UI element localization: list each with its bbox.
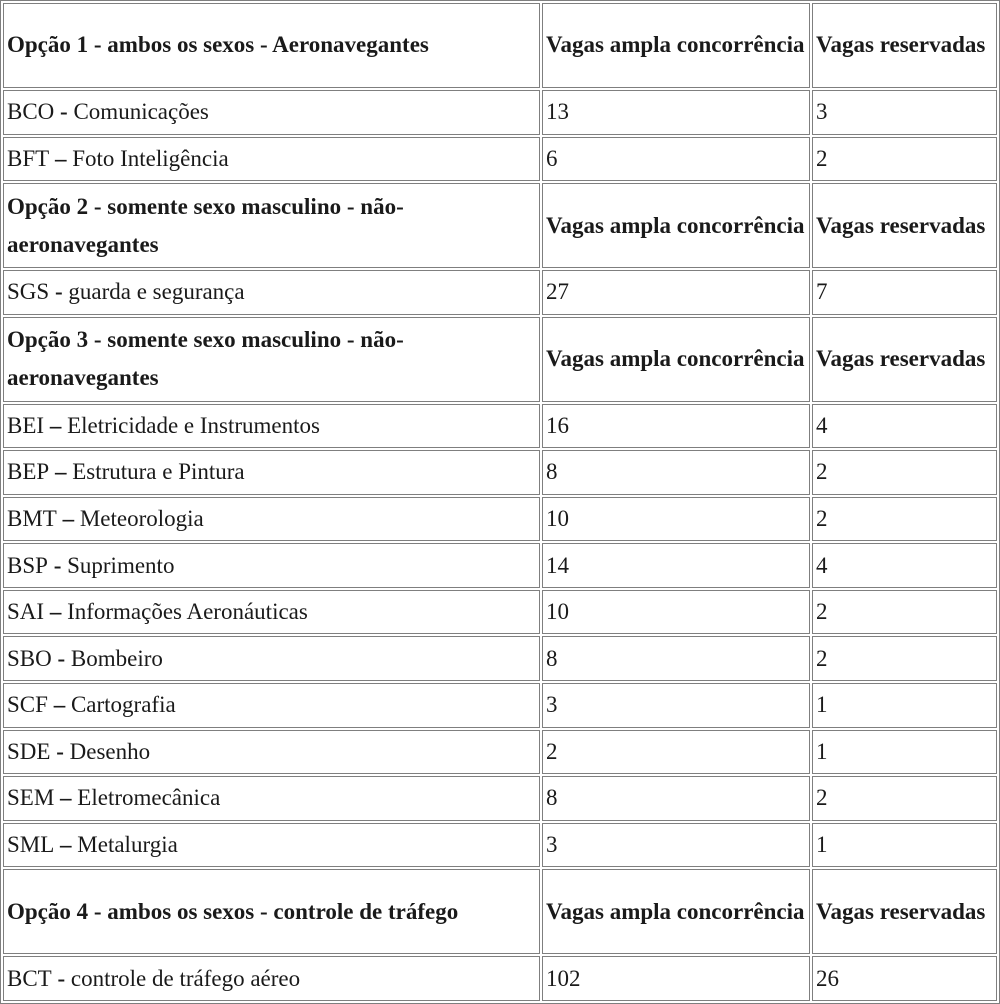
- option-header-row: [3, 869, 997, 954]
- specialty-code: SML: [7, 831, 55, 857]
- vagas-ampla-value: 2: [542, 730, 810, 775]
- column-header-reservadas: Vagas reservadas: [812, 317, 997, 402]
- specialty-code: SCF: [7, 692, 48, 718]
- vagas-ampla-value: 10: [542, 590, 810, 635]
- table-row: [3, 90, 997, 135]
- option-title: Opção 4 - ambos os sexos - controle de tráfego: [3, 869, 540, 954]
- specialty-separator: –: [49, 459, 73, 485]
- specialty-name: Suprimento: [67, 552, 175, 578]
- specialty-cell: [3, 270, 540, 315]
- specialty-cell: [3, 543, 540, 588]
- specialty-cell: [3, 497, 540, 542]
- vagas-reservadas-value: 2: [812, 776, 997, 821]
- table-row: [3, 956, 997, 1001]
- specialty-name: Comunicações: [73, 99, 209, 125]
- table-row: [3, 497, 997, 542]
- vagas-reservadas-value: 1: [812, 730, 997, 775]
- specialty-cell: [3, 776, 540, 821]
- column-header-ampla: Vagas ampla concorrência: [542, 183, 810, 268]
- table-row: [3, 270, 997, 315]
- specialty-separator: -: [51, 645, 71, 671]
- specialty-separator: -: [54, 99, 74, 125]
- table-row: [3, 683, 997, 728]
- option-title: Opção 2 - somente sexo masculino - não-aeronavegantes: [3, 183, 540, 268]
- specialty-separator: -: [49, 279, 69, 305]
- specialty-separator: –: [47, 692, 71, 718]
- specialty-code: BFT: [7, 145, 50, 171]
- vagas-reservadas-value: 4: [812, 404, 997, 449]
- specialty-name: controle de tráfego aéreo: [70, 965, 301, 991]
- vagas-ampla-value: 8: [542, 776, 810, 821]
- specialty-cell: [3, 683, 540, 728]
- specialty-separator: –: [56, 505, 80, 531]
- specialty-name: Estrutura e Pintura: [72, 459, 245, 485]
- vagas-ampla-value: 102: [542, 956, 810, 1001]
- option-header-row: [3, 317, 997, 402]
- specialty-code: SDE: [7, 738, 51, 764]
- specialty-code: BCO: [7, 99, 55, 125]
- specialty-name: Meteorologia: [79, 505, 204, 531]
- vagas-reservadas-value: 1: [812, 683, 997, 728]
- specialty-code: BMT: [7, 505, 57, 531]
- vagas-reservadas-value: 3: [812, 90, 997, 135]
- specialty-name: Desenho: [69, 738, 151, 764]
- table-row: [3, 404, 997, 449]
- specialty-code: SBO: [7, 645, 52, 671]
- specialty-name: Eletricidade e Instrumentos: [67, 412, 320, 438]
- specialty-name: Cartografia: [70, 692, 176, 718]
- specialty-name: Metalurgia: [77, 831, 178, 857]
- specialty-separator: –: [54, 785, 78, 811]
- specialty-cell: [3, 450, 540, 495]
- specialty-code: BSP: [7, 552, 48, 578]
- table-row: [3, 776, 997, 821]
- vagas-reservadas-value: 2: [812, 450, 997, 495]
- table-row: [3, 590, 997, 635]
- specialty-code: SAI: [7, 599, 45, 625]
- vagas-reservadas-value: 2: [812, 497, 997, 542]
- table-row: [3, 450, 997, 495]
- column-header-ampla: Vagas ampla concorrência: [542, 3, 810, 88]
- specialty-separator: -: [51, 965, 71, 991]
- specialty-cell: [3, 90, 540, 135]
- specialty-cell: [3, 590, 540, 635]
- vagas-ampla-value: 6: [542, 137, 810, 182]
- specialty-cell: [3, 956, 540, 1001]
- table-row: [3, 543, 997, 588]
- vagas-table-body: [3, 3, 997, 1001]
- specialty-name: Eletromecânica: [77, 785, 221, 811]
- specialty-cell: [3, 137, 540, 182]
- specialty-cell: [3, 730, 540, 775]
- vagas-ampla-value: 8: [542, 636, 810, 681]
- specialty-separator: -: [47, 552, 68, 578]
- specialty-name: Foto Inteligência: [72, 145, 229, 171]
- vagas-reservadas-value: 4: [812, 543, 997, 588]
- option-header-row: [3, 3, 997, 88]
- option-title: Opção 3 - somente sexo masculino - não-aeronavegantes: [3, 317, 540, 402]
- column-header-reservadas: Vagas reservadas: [812, 869, 997, 954]
- column-header-reservadas: Vagas reservadas: [812, 183, 997, 268]
- specialty-code: SGS: [7, 279, 50, 305]
- specialty-separator: –: [44, 599, 68, 625]
- table-row: [3, 730, 997, 775]
- column-header-ampla: Vagas ampla concorrência: [542, 317, 810, 402]
- specialty-name: Bombeiro: [70, 645, 163, 671]
- vagas-ampla-value: 13: [542, 90, 810, 135]
- specialty-separator: –: [44, 412, 68, 438]
- specialty-name: Informações Aeronáuticas: [67, 599, 308, 625]
- specialty-code: SEM: [7, 785, 55, 811]
- vagas-reservadas-value: 2: [812, 590, 997, 635]
- column-header-ampla: Vagas ampla concorrência: [542, 869, 810, 954]
- vagas-ampla-value: 8: [542, 450, 810, 495]
- vagas-reservadas-value: 2: [812, 137, 997, 182]
- vagas-reservadas-value: 2: [812, 636, 997, 681]
- vagas-reservadas-value: 7: [812, 270, 997, 315]
- specialty-cell: [3, 636, 540, 681]
- vagas-ampla-value: 3: [542, 823, 810, 868]
- specialty-separator: –: [49, 145, 73, 171]
- specialty-code: BCT: [7, 965, 52, 991]
- specialty-code: BEI: [7, 412, 45, 438]
- table-row: [3, 636, 997, 681]
- option-title: Opção 1 - ambos os sexos - Aeronavegantes: [3, 3, 540, 88]
- vagas-ampla-value: 10: [542, 497, 810, 542]
- specialty-code: BEP: [7, 459, 50, 485]
- vagas-ampla-value: 16: [542, 404, 810, 449]
- vagas-reservadas-value: 26: [812, 956, 997, 1001]
- vagas-ampla-value: 14: [542, 543, 810, 588]
- specialty-name: guarda e segurança: [68, 279, 245, 305]
- option-header-row: [3, 183, 997, 268]
- specialty-cell: [3, 823, 540, 868]
- specialty-separator: –: [54, 831, 78, 857]
- table-row: [3, 823, 997, 868]
- vagas-ampla-value: 27: [542, 270, 810, 315]
- vagas-reservadas-value: 1: [812, 823, 997, 868]
- specialty-cell: [3, 404, 540, 449]
- vagas-ampla-value: 3: [542, 683, 810, 728]
- specialty-separator: -: [50, 738, 70, 764]
- column-header-reservadas: Vagas reservadas: [812, 3, 997, 88]
- table-row: [3, 137, 997, 182]
